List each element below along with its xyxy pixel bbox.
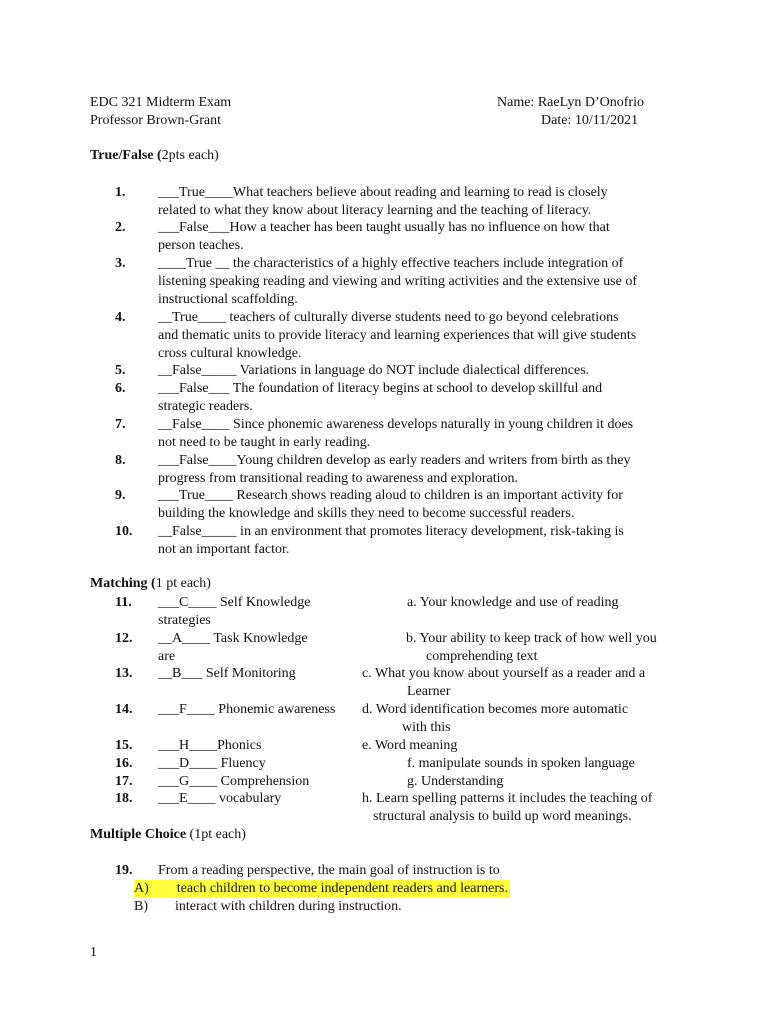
tf-item-number: 8.	[115, 453, 126, 468]
tf-item-text: ___False___ The foundation of literacy begins at school to develop skillful and	[158, 381, 603, 396]
match-item-definition: g. Understanding	[407, 774, 504, 789]
tf-item-text: related to what they know about literacy learning and the teaching of literacy.	[158, 203, 592, 218]
match-item-number: 17.	[115, 774, 133, 789]
tf-item-text: listening speaking reading and viewing and writing activities and the extensive use of	[158, 274, 637, 289]
tf-item-text: __False____ Since phonemic awareness develops naturally in young children it does	[158, 417, 634, 432]
match-item-number: 14.	[115, 702, 133, 717]
match-item-definition: a. Your knowledge and use of reading	[407, 595, 619, 610]
tf-item-text: ____True __ the characteristics of a highly effective teachers include integration of	[158, 256, 624, 271]
match-item-definition-continued: comprehending text	[426, 649, 538, 664]
exam-date: Date: 10/11/2021	[541, 113, 639, 128]
tf-item-number: 9.	[115, 488, 126, 503]
option-b-text: interact with children during instruction.	[175, 899, 402, 914]
tf-item-number: 6.	[115, 381, 126, 396]
true-false-title: True/False (	[90, 148, 162, 163]
match-item-term-continued: are	[158, 649, 176, 664]
option-a	[134, 880, 510, 898]
tf-item-text: ___False___How a teacher has been taught usually has no influence on how that	[158, 220, 610, 235]
match-item-term: ___F____ Phonemic awareness	[158, 702, 336, 717]
tf-item-text: ___True____ Research shows reading aloud to children is an important activity for	[158, 488, 623, 503]
tf-item-text: ___False____Young children develop as early readers and writers from birth as they	[158, 453, 631, 468]
tf-item-text: __False_____ in an environment that promotes literacy development, risk-taking is	[158, 524, 624, 539]
match-item-definition: d. Word identification becomes more automatic	[362, 702, 629, 717]
tf-item-number: 10.	[115, 524, 133, 539]
tf-item-number: 3.	[115, 256, 126, 271]
course-title: EDC 321 Midterm Exam	[90, 95, 232, 110]
option-b-letter: B)	[134, 899, 148, 914]
tf-item-text: person teaches.	[158, 238, 244, 253]
true-false-heading	[90, 147, 219, 165]
match-item-definition: e. Word meaning	[362, 738, 458, 753]
multiple-choice-heading	[90, 826, 246, 844]
match-item-term: ___C____ Self Knowledge	[158, 595, 311, 610]
match-item-number: 11.	[115, 595, 132, 610]
match-item-term: ___G____ Comprehension	[158, 774, 310, 789]
tf-item-text: and thematic units to provide literacy and learning experiences that will give students	[158, 328, 637, 343]
true-false-points: 2pts each)	[161, 148, 219, 163]
match-item-definition: f. manipulate sounds in spoken language	[407, 756, 635, 771]
match-item-number: 13.	[115, 666, 133, 681]
match-item-term: ___D____ Fluency	[158, 756, 266, 771]
match-item-definition-continued: structural analysis to build up word meanings.	[373, 809, 632, 824]
tf-item-text: instructional scaffolding.	[158, 292, 298, 307]
match-item-definition: h. Learn spelling patterns it includes the teaching of	[362, 791, 653, 806]
professor-name: Professor Brown-Grant	[90, 113, 222, 128]
tf-item-text: __True____ teachers of culturally diverse students need to go beyond celebrations	[158, 310, 619, 325]
question-number: 19.	[115, 863, 133, 878]
tf-item-number: 2.	[115, 220, 126, 235]
page-number: 1	[90, 945, 97, 960]
question-text: From a reading perspective, the main goal of instruction is to	[158, 863, 500, 878]
tf-item-number: 4.	[115, 310, 126, 325]
matching-heading	[90, 575, 211, 593]
match-item-definition-continued: Learner	[407, 684, 451, 699]
tf-item-text: progress from transitional reading to awareness and exploration.	[158, 471, 519, 486]
match-item-number: 18.	[115, 791, 133, 806]
matching-points: 1 pt each)	[155, 576, 211, 591]
match-item-number: 16.	[115, 756, 133, 771]
match-item-term: ___H____Phonics	[158, 738, 262, 753]
tf-item-text: building the knowledge and skills they need to become successful readers.	[158, 506, 575, 521]
match-item-term: ___E____ vocabulary	[158, 791, 282, 806]
tf-item-text: cross cultural knowledge.	[158, 346, 302, 361]
tf-item-number: 5.	[115, 363, 126, 378]
match-item-number: 12.	[115, 631, 133, 646]
student-name: Name: RaeLyn D’Onofrio	[497, 95, 644, 110]
option-a-letter: A)	[134, 881, 149, 896]
tf-item-number: 1.	[115, 185, 126, 200]
match-item-term: __B___ Self Monitoring	[158, 666, 296, 681]
tf-item-text: ___True____What teachers believe about reading and learning to read is closely	[158, 185, 608, 200]
match-item-definition: c. What you know about yourself as a reader and a	[362, 666, 646, 681]
tf-item-text: __False_____ Variations in language do NOT include dialectical differences.	[158, 363, 590, 378]
multiple-choice-title: Multiple Choice	[90, 827, 187, 842]
match-item-definition-continued: with this	[402, 720, 451, 735]
match-item-term: __A____ Task Knowledge	[158, 631, 308, 646]
match-item-definition: b. Your ability to keep track of how well you	[406, 631, 657, 646]
tf-item-text: not an important factor.	[158, 542, 290, 557]
tf-item-text: not need to be taught in early reading.	[158, 435, 371, 450]
match-item-term-continued: strategies	[158, 613, 211, 628]
option-b	[134, 898, 402, 916]
tf-item-number: 7.	[115, 417, 126, 432]
match-item-number: 15.	[115, 738, 133, 753]
option-a-text: teach children to become independent readers and learners.	[176, 881, 508, 896]
multiple-choice-points: (1pt each)	[189, 827, 246, 842]
matching-title: Matching (	[90, 576, 156, 591]
tf-item-text: strategic readers.	[158, 399, 253, 414]
